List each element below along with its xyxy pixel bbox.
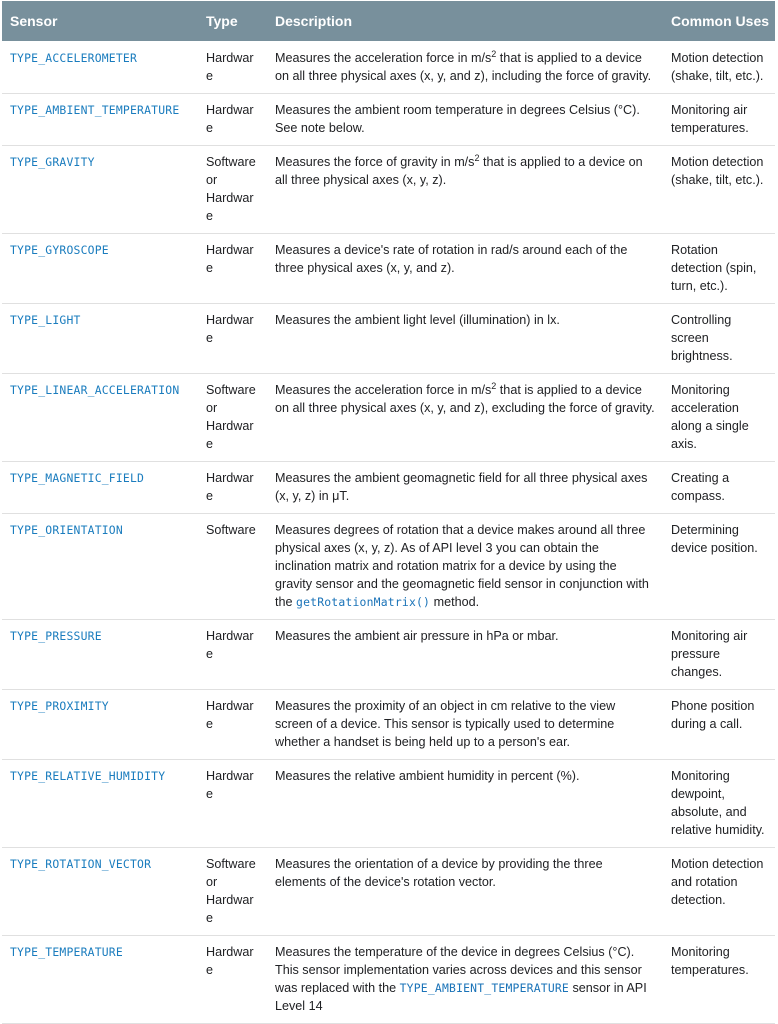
description-text: Measures the acceleration force in m/s — [275, 51, 492, 65]
table-header — [2, 1, 775, 41]
sensor-cell — [2, 94, 198, 146]
description-cell — [267, 304, 663, 374]
sensor-constant-link[interactable]: TYPE_PROXIMITY — [10, 699, 109, 713]
common-uses-cell: Motion detection and rotation detection. — [663, 848, 775, 936]
sensor-constant-link[interactable]: TYPE_MAGNETIC_FIELD — [10, 471, 145, 485]
sensor-cell — [2, 514, 198, 620]
table-row — [2, 41, 775, 94]
common-uses-cell: Monitoring dewpoint, absolute, and relative humidity. — [663, 760, 775, 848]
description-cell — [267, 620, 663, 690]
description-text: Measures the temperature of the device in degrees Celsius (°C). This sensor implementation varies across devices and this sensor was replaced with the — [275, 945, 642, 995]
sensor-constant-link[interactable]: TYPE_TEMPERATURE — [10, 945, 123, 959]
header-description: Description — [267, 1, 663, 41]
type-cell: Hardware — [198, 462, 267, 514]
common-uses-cell: Creating a compass. — [663, 462, 775, 514]
sensor-constant-link[interactable]: TYPE_ROTATION_VECTOR — [10, 857, 152, 871]
sensor-cell — [2, 374, 198, 462]
table-row — [2, 690, 775, 760]
sensor-constant-link[interactable]: TYPE_RELATIVE_HUMIDITY — [10, 769, 166, 783]
description-text: Measures the ambient light level (illumination) in lx. — [275, 313, 560, 327]
header-row — [2, 1, 775, 41]
sensor-constant-link[interactable]: TYPE_LIGHT — [10, 313, 81, 327]
description-text-tail: that is applied to a device on all three physical axes (x, y, and z), excluding the force of gravity. — [275, 383, 655, 415]
description-text: Measures the relative ambient humidity in percent (%). — [275, 769, 580, 783]
table-row — [2, 234, 775, 304]
description-text: Measures the ambient geomagnetic field for all three physical axes (x, y, z) in μT. — [275, 471, 648, 503]
description-text-tail: that is applied to a device on all three physical axes (x, y, z). — [275, 155, 643, 187]
type-cell: Software or Hardware — [198, 374, 267, 462]
type-cell: Hardware — [198, 620, 267, 690]
table-row — [2, 848, 775, 936]
description-text-tail: method. — [430, 595, 480, 609]
type-cell: Hardware — [198, 760, 267, 848]
header-sensor: Sensor — [2, 1, 198, 41]
sensor-cell — [2, 146, 198, 234]
table-row — [2, 462, 775, 514]
common-uses-cell: Monitoring air pressure changes. — [663, 620, 775, 690]
description-code-link[interactable]: TYPE_AMBIENT_TEMPERATURE — [399, 981, 569, 995]
sensor-cell — [2, 462, 198, 514]
description-cell — [267, 146, 663, 234]
sensor-cell — [2, 936, 198, 1024]
description-cell — [267, 462, 663, 514]
description-superscript: 2 — [491, 380, 497, 391]
table-row — [2, 146, 775, 234]
table-row — [2, 936, 775, 1024]
table-row — [2, 514, 775, 620]
sensor-constant-link[interactable]: TYPE_GYROSCOPE — [10, 243, 109, 257]
type-cell: Hardware — [198, 690, 267, 760]
description-cell — [267, 94, 663, 146]
type-cell: Software or Hardware — [198, 848, 267, 936]
table-row — [2, 94, 775, 146]
sensor-constant-link[interactable]: TYPE_AMBIENT_TEMPERATURE — [10, 103, 180, 117]
common-uses-cell: Motion detection (shake, tilt, etc.). — [663, 146, 775, 234]
description-cell — [267, 41, 663, 94]
common-uses-cell: Phone position during a call. — [663, 690, 775, 760]
description-text: Measures the acceleration force in m/s — [275, 383, 492, 397]
description-superscript: 2 — [491, 48, 497, 59]
sensor-cell — [2, 760, 198, 848]
sensor-cell — [2, 620, 198, 690]
common-uses-cell: Determining device position. — [663, 514, 775, 620]
common-uses-cell: Monitoring acceleration along a single axis. — [663, 374, 775, 462]
table-body — [2, 41, 775, 1024]
sensor-cell — [2, 848, 198, 936]
description-text-tail: that is applied to a device on all three physical axes (x, y, and z), including the force of gravity. — [275, 51, 652, 83]
table-row — [2, 620, 775, 690]
common-uses-cell: Motion detection (shake, tilt, etc.). — [663, 41, 775, 94]
description-text: Measures the force of gravity in m/s — [275, 155, 475, 169]
type-cell: Hardware — [198, 234, 267, 304]
table-row — [2, 374, 775, 462]
description-text: Measures degrees of rotation that a device makes around all three physical axes (x, y, z). As of API level 3 you can obtain the inclination matrix and rotation matrix for a device by using the gravity sensor and the geomagnetic field sensor in conjunction with the — [275, 523, 649, 609]
description-cell — [267, 234, 663, 304]
common-uses-cell: Monitoring temperatures. — [663, 936, 775, 1024]
description-cell — [267, 936, 663, 1024]
sensor-cell — [2, 304, 198, 374]
sensor-cell — [2, 234, 198, 304]
header-type: Type — [198, 1, 267, 41]
header-common-uses: Common Uses — [663, 1, 775, 41]
sensor-constant-link[interactable]: TYPE_LINEAR_ACCELERATION — [10, 383, 180, 397]
type-cell: Hardware — [198, 41, 267, 94]
type-cell: Software or Hardware — [198, 146, 267, 234]
type-cell: Hardware — [198, 304, 267, 374]
type-cell: Hardware — [198, 94, 267, 146]
description-cell — [267, 760, 663, 848]
description-cell — [267, 690, 663, 760]
sensor-constant-link[interactable]: TYPE_GRAVITY — [10, 155, 95, 169]
sensor-cell — [2, 690, 198, 760]
type-cell: Software — [198, 514, 267, 620]
common-uses-cell: Rotation detection (spin, turn, etc.). — [663, 234, 775, 304]
description-text: Measures the orientation of a device by providing the three elements of the device's rotation vector. — [275, 857, 603, 889]
description-text: Measures a device's rate of rotation in rad/s around each of the three physical axes (x, y, and z). — [275, 243, 628, 275]
table-row — [2, 304, 775, 374]
sensor-table — [2, 1, 775, 1024]
type-cell: Hardware — [198, 936, 267, 1024]
description-cell — [267, 848, 663, 936]
description-code-link[interactable]: getRotationMatrix() — [296, 595, 431, 609]
description-cell — [267, 514, 663, 620]
sensor-constant-link[interactable]: TYPE_PRESSURE — [10, 629, 102, 643]
sensor-constant-link[interactable]: TYPE_ORIENTATION — [10, 523, 123, 537]
description-cell — [267, 374, 663, 462]
sensor-cell — [2, 41, 198, 94]
common-uses-cell: Controlling screen brightness. — [663, 304, 775, 374]
description-text-tail: sensor in API Level 14 — [275, 981, 647, 1013]
description-text: Measures the proximity of an object in cm relative to the view screen of a device. This sensor is typically used to determine whether a handset is being held up to a person's ear. — [275, 699, 616, 749]
table-row — [2, 760, 775, 848]
sensor-constant-link[interactable]: TYPE_ACCELEROMETER — [10, 51, 138, 65]
description-text: Measures the ambient air pressure in hPa or mbar. — [275, 629, 559, 643]
description-text: Measures the ambient room temperature in degrees Celsius (°C). See note below. — [275, 103, 640, 135]
common-uses-cell: Monitoring air temperatures. — [663, 94, 775, 146]
description-superscript: 2 — [474, 152, 480, 163]
